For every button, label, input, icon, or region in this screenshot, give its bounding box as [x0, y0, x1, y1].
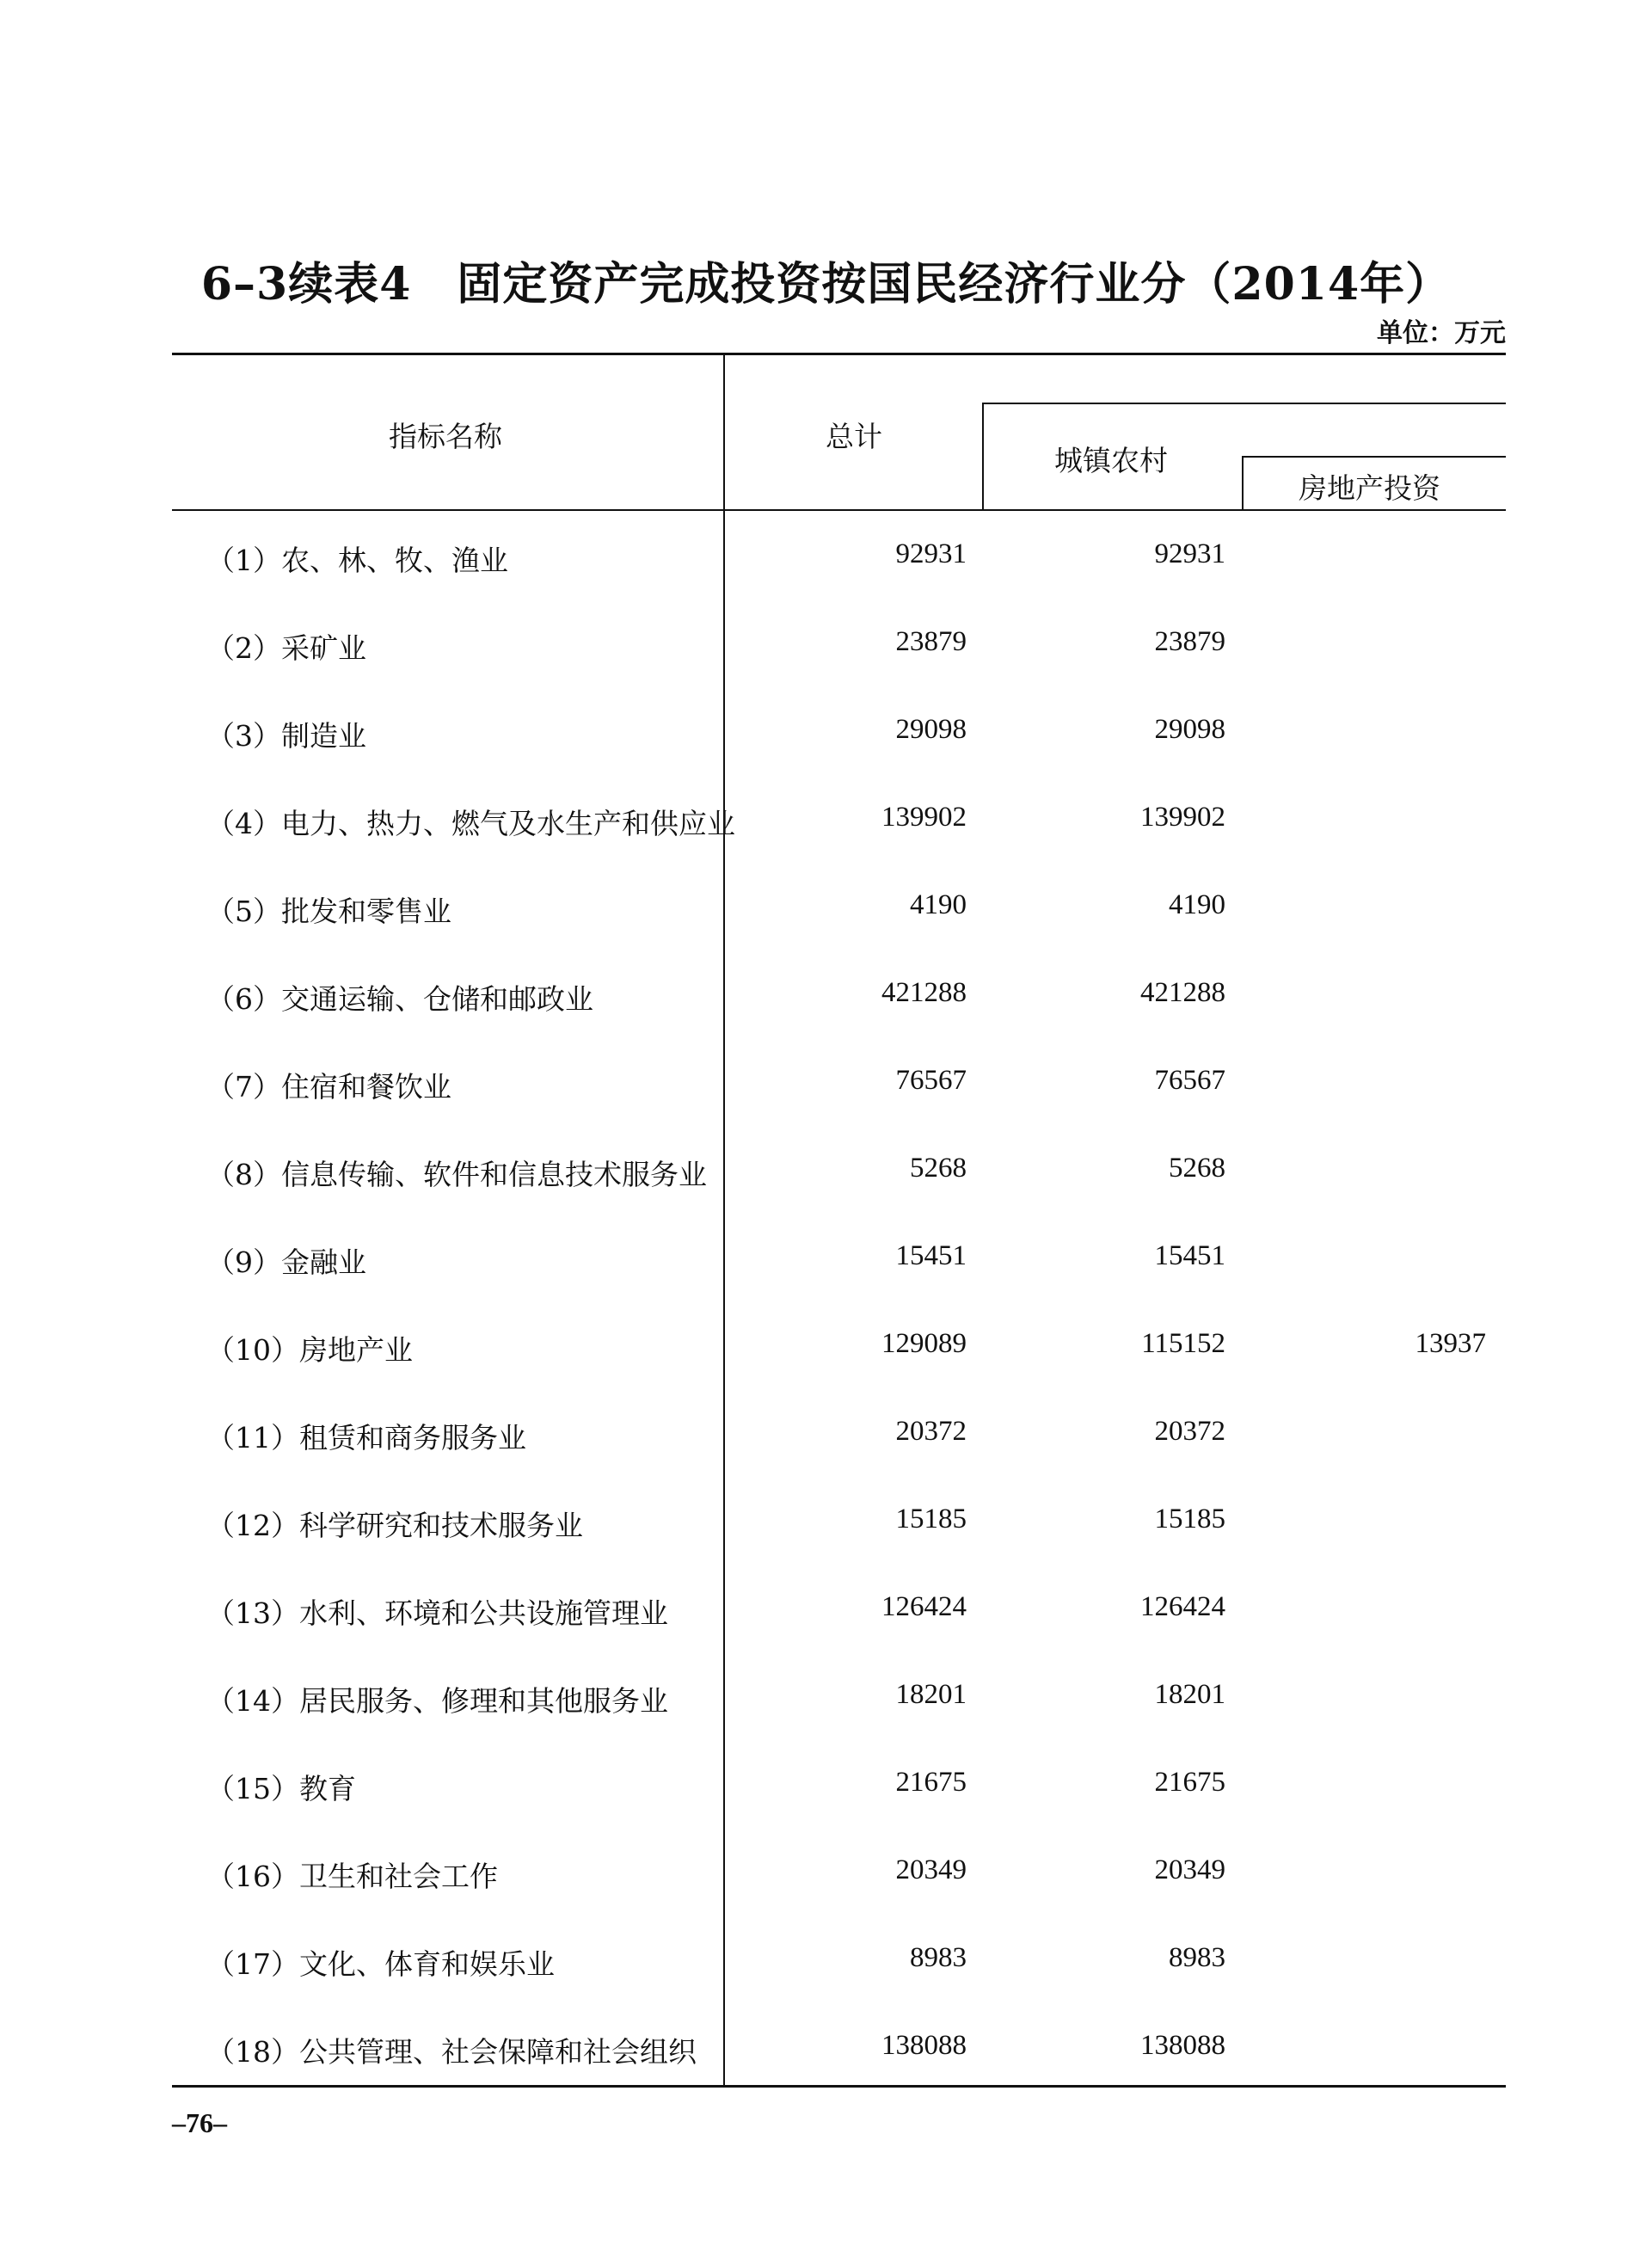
row-label: （2）采矿业	[206, 631, 366, 665]
header-total: 总计	[826, 420, 882, 453]
row-label: （17）文化、体育和娱乐业	[206, 1947, 555, 1981]
row-label: （9）金融业	[206, 1245, 366, 1279]
cell-urban-rural: 115152	[1141, 1328, 1225, 1359]
row-label: （18）公共管理、社会保障和社会组织	[206, 2035, 697, 2069]
cell-total: 76567	[895, 1065, 967, 1096]
header-indicator: 指标名称	[389, 420, 502, 453]
row-label: （4）电力、热力、燃气及水生产和供应业	[206, 807, 735, 840]
row-label: （7）住宿和餐饮业	[206, 1070, 451, 1104]
cell-total: 21675	[895, 1767, 967, 1798]
cell-urban-rural: 126424	[1140, 1591, 1225, 1622]
cell-total: 20349	[895, 1854, 967, 1885]
unit-label: 单位：万元	[1377, 318, 1506, 348]
cell-real-estate: 13937	[1415, 1328, 1486, 1359]
cell-urban-rural: 5268	[1169, 1153, 1225, 1184]
cell-total: 15185	[895, 1504, 967, 1534]
subheader-divider-inner	[1242, 456, 1244, 511]
row-label: （6）交通运输、仓储和邮政业	[206, 982, 593, 1016]
cell-total: 421288	[881, 977, 967, 1008]
subheader-divider-left	[982, 403, 984, 511]
row-label: （8）信息传输、软件和信息技术服务业	[206, 1158, 707, 1191]
cell-urban-rural: 139902	[1140, 802, 1225, 833]
cell-total: 29098	[895, 714, 967, 745]
cell-total: 139902	[881, 802, 967, 833]
table-top-rule	[172, 353, 1506, 355]
cell-total: 18201	[895, 1679, 967, 1710]
cell-urban-rural: 138088	[1140, 2030, 1225, 2061]
page-title: 6–3续表4 固定资产完成投资按国民经济行业分（2014年）	[200, 258, 1452, 311]
cell-urban-rural: 23879	[1154, 626, 1225, 657]
subheader-inner-rule	[1242, 456, 1506, 458]
subheader-top-rule	[982, 403, 1506, 404]
cell-total: 8983	[910, 1942, 967, 1973]
cell-total: 129089	[881, 1328, 967, 1359]
cell-urban-rural: 4190	[1169, 889, 1225, 920]
cell-total: 138088	[881, 2030, 967, 2061]
cell-urban-rural: 15451	[1154, 1240, 1225, 1271]
row-label: （15）教育	[206, 1772, 356, 1805]
cell-urban-rural: 421288	[1140, 977, 1225, 1008]
cell-total: 23879	[895, 626, 967, 657]
row-label: （14）居民服务、修理和其他服务业	[206, 1684, 668, 1718]
cell-urban-rural: 21675	[1154, 1767, 1225, 1798]
cell-urban-rural: 20349	[1154, 1854, 1225, 1885]
row-label: （13）水利、环境和公共设施管理业	[206, 1596, 668, 1630]
cell-total: 4190	[910, 889, 967, 920]
cell-urban-rural: 8983	[1169, 1942, 1225, 1973]
cell-urban-rural: 15185	[1154, 1504, 1225, 1534]
header-urban-rural: 城镇农村	[1054, 444, 1168, 477]
cell-urban-rural: 18201	[1154, 1679, 1225, 1710]
header-bottom-rule	[172, 509, 1506, 511]
row-label: （10）房地产业	[206, 1333, 413, 1367]
column-divider	[723, 353, 725, 2087]
row-label: （12）科学研究和技术服务业	[206, 1509, 583, 1542]
cell-urban-rural: 76567	[1154, 1065, 1225, 1096]
cell-urban-rural: 92931	[1154, 538, 1225, 569]
row-label: （1）农、林、牧、渔业	[206, 544, 508, 577]
table-bottom-rule	[172, 2085, 1506, 2088]
row-label: （5）批发和零售业	[206, 895, 451, 928]
cell-total: 20372	[895, 1416, 967, 1447]
cell-total: 92931	[895, 538, 967, 569]
cell-total: 126424	[881, 1591, 967, 1622]
cell-urban-rural: 29098	[1154, 714, 1225, 745]
header-real-estate: 房地产投资	[1299, 471, 1440, 505]
cell-urban-rural: 20372	[1154, 1416, 1225, 1447]
row-label: （3）制造业	[206, 719, 366, 753]
row-label: （16）卫生和社会工作	[206, 1860, 498, 1893]
cell-total: 5268	[910, 1153, 967, 1184]
cell-total: 15451	[895, 1240, 967, 1271]
row-label: （11）租赁和商务服务业	[206, 1421, 526, 1454]
page-number: –76–	[172, 2107, 227, 2138]
